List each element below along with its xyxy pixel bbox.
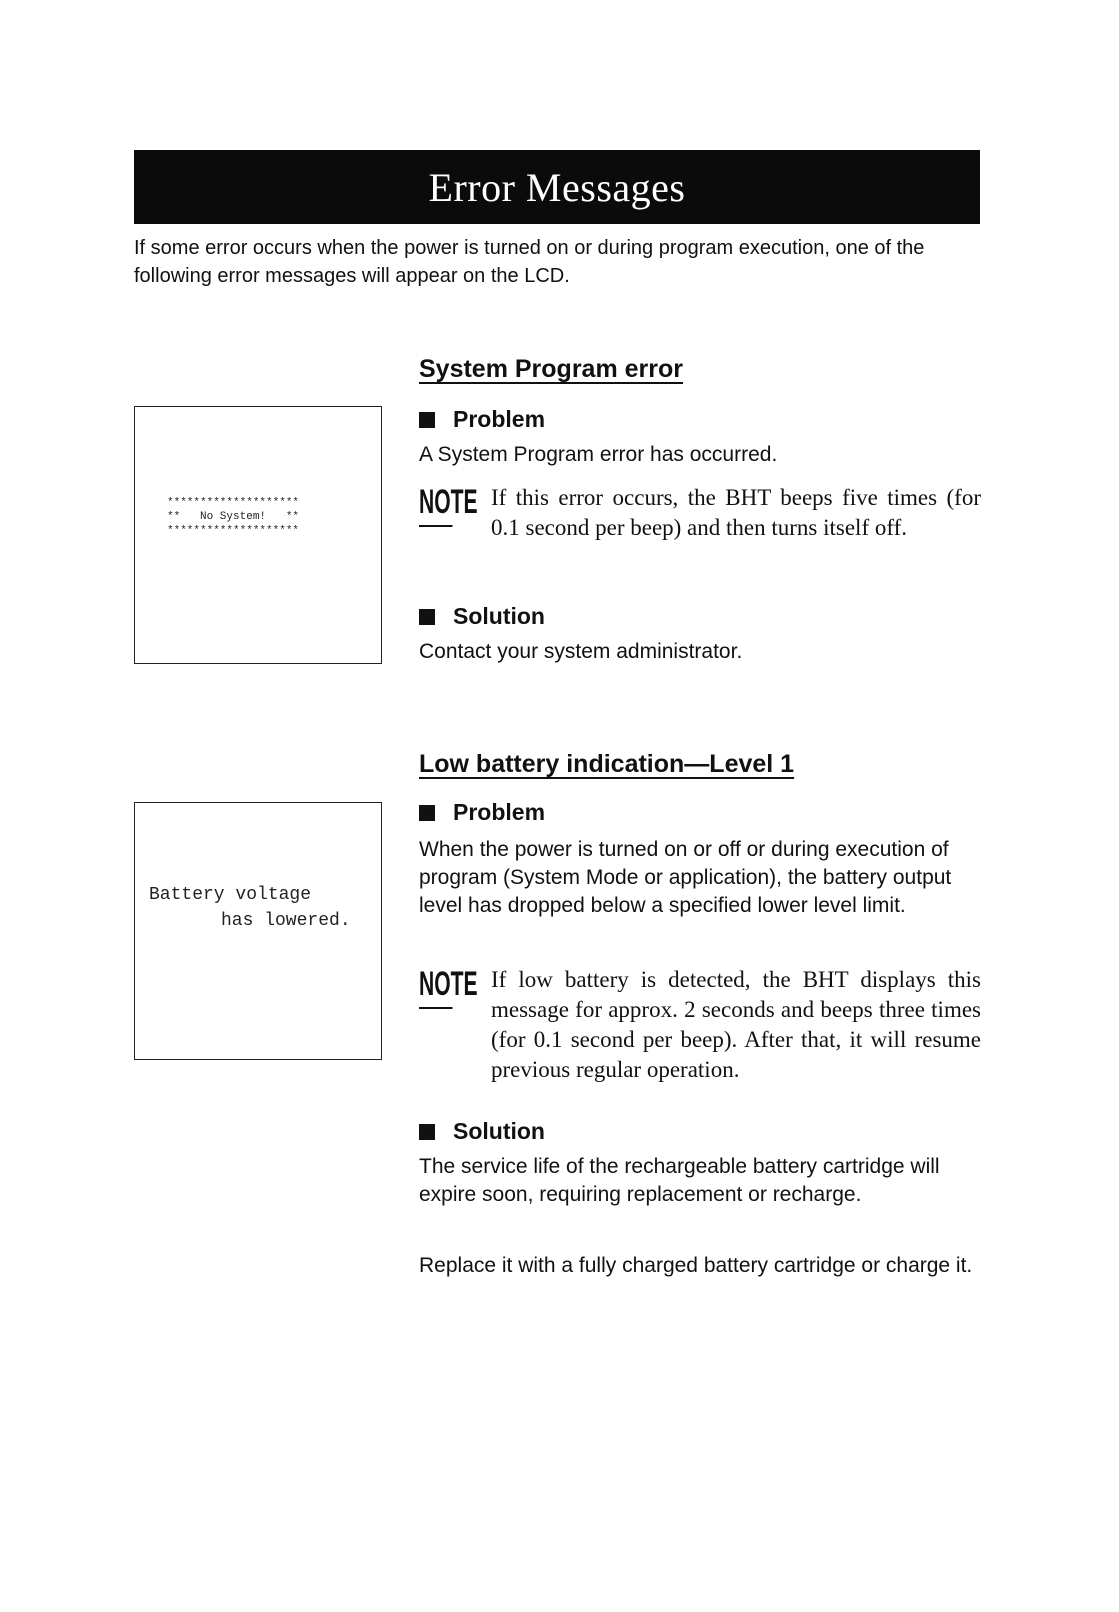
solution-text: Contact your system administrator. bbox=[419, 640, 743, 663]
problem-label: Problem bbox=[453, 799, 546, 825]
lcd-screen-low-battery bbox=[134, 802, 382, 1060]
note-text: If this error occurs, the BHT beeps five times (for 0.1 second per beep) and then turns itself off. bbox=[491, 485, 981, 540]
section-heading-low-battery: Low battery indication—Level 1 bbox=[419, 750, 795, 778]
note-text: If low battery is detected, the BHT displays this message for approx. 2 seconds and beeps three times (for 0.1 second per beep). After that, it will resume previous regular operation. bbox=[491, 967, 981, 1082]
problem-subheading bbox=[419, 799, 545, 826]
note-block bbox=[419, 483, 981, 543]
lcd-line: ** No System! ** bbox=[167, 511, 300, 523]
bullet-square-icon bbox=[419, 609, 435, 625]
solution-subheading bbox=[419, 603, 545, 630]
solution-label: Solution bbox=[453, 1118, 545, 1144]
problem-subheading bbox=[419, 406, 545, 433]
note-icon: NOTE bbox=[419, 967, 452, 1009]
lcd-line: Battery voltage bbox=[149, 885, 312, 905]
bullet-square-icon bbox=[419, 1124, 435, 1140]
solution-text: Replace it with a fully charged battery cartridge or charge it. bbox=[419, 1254, 973, 1277]
bullet-square-icon bbox=[419, 412, 435, 428]
lcd-line: ******************** bbox=[167, 525, 300, 537]
problem-text: When the power is turned on or off or during execution of program (System Mode or application), the battery output level has dropped below a specified lower level limit. bbox=[419, 838, 952, 917]
solution-text: The service life of the rechargeable battery cartridge will expire soon, requiring replacement or recharge. bbox=[419, 1155, 940, 1206]
solution-label: Solution bbox=[453, 603, 545, 629]
lcd-line: ******************** bbox=[167, 497, 300, 509]
intro-paragraph: If some error occurs when the power is turned on or during program execution, one of the following error messages will appear on the LCD. bbox=[134, 237, 925, 287]
page-title: Error Messages bbox=[428, 164, 686, 210]
bullet-square-icon bbox=[419, 805, 435, 821]
solution-subheading bbox=[419, 1118, 545, 1145]
problem-text: A System Program error has occurred. bbox=[419, 443, 778, 466]
note-block bbox=[419, 965, 981, 1085]
lcd-line: has lowered. bbox=[221, 911, 351, 931]
title-banner bbox=[134, 150, 980, 224]
lcd-screen-no-system bbox=[134, 406, 382, 664]
note-icon: NOTE bbox=[419, 485, 452, 527]
problem-label: Problem bbox=[453, 406, 546, 432]
section-heading-system-program-error: System Program error bbox=[419, 355, 684, 383]
